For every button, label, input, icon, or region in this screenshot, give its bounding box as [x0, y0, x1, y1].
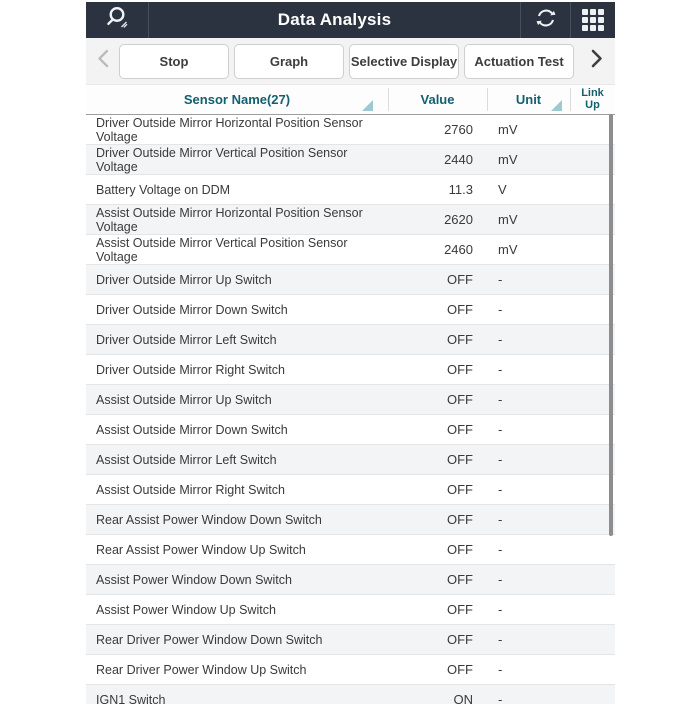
stop-button[interactable]: Stop [119, 44, 229, 79]
sensor-name-cell: Assist Outside Mirror Right Switch [96, 482, 285, 497]
diagnostic-app-window [86, 2, 615, 704]
sensor-name-cell: IGN1 Switch [96, 692, 166, 704]
unit-cell: - [498, 482, 503, 497]
unit-cell: - [498, 422, 503, 437]
unit-cell: - [498, 272, 503, 287]
prev-functions-button[interactable] [86, 49, 119, 73]
sensor-name-cell: Rear Driver Power Window Up Switch [96, 662, 307, 677]
unit-cell: mV [498, 152, 518, 167]
table-row[interactable] [86, 295, 615, 325]
unit-cell: mV [498, 212, 518, 227]
table-row[interactable] [86, 145, 615, 175]
table-row[interactable] [86, 625, 615, 655]
title-bar [86, 2, 615, 38]
unit-cell: - [498, 512, 503, 527]
vertical-scrollbar[interactable] [609, 114, 613, 536]
value-cell: OFF [447, 332, 473, 347]
sensor-name-cell: Assist Outside Mirror Horizontal Position Sensor Voltage [96, 205, 363, 234]
value-cell: OFF [447, 392, 473, 407]
unit-cell: - [498, 302, 503, 317]
value-cell: OFF [447, 632, 473, 647]
value-cell: 2440 [444, 152, 473, 167]
sensor-name-cell: Rear Assist Power Window Down Switch [96, 512, 322, 527]
table-row[interactable] [86, 565, 615, 595]
value-cell: OFF [447, 482, 473, 497]
sensor-name-cell: Driver Outside Mirror Left Switch [96, 332, 277, 347]
table-row[interactable] [86, 385, 615, 415]
table-row[interactable] [86, 235, 615, 265]
actuation-test-button[interactable]: Actuation Test [464, 44, 574, 79]
unit-cell: V [498, 182, 507, 197]
table-row[interactable] [86, 325, 615, 355]
unit-cell: - [498, 632, 503, 647]
table-row[interactable] [86, 595, 615, 625]
table-header [86, 85, 615, 115]
sort-triangle-icon [362, 100, 373, 111]
sensor-name-cell: Driver Outside Mirror Down Switch [96, 302, 288, 317]
value-cell: 2620 [444, 212, 473, 227]
refresh-icon [534, 6, 558, 35]
sensor-name-cell: Assist Outside Mirror Left Switch [96, 452, 277, 467]
value-cell: 2460 [444, 242, 473, 257]
value-cell: 11.3 [448, 182, 473, 197]
unit-cell: - [498, 662, 503, 677]
next-functions-button[interactable] [579, 49, 615, 73]
unit-cell: - [498, 332, 503, 347]
sensor-name-cell: Rear Driver Power Window Down Switch [96, 632, 323, 647]
refresh-button[interactable] [520, 2, 570, 38]
table-row[interactable] [86, 415, 615, 445]
value-cell: OFF [447, 362, 473, 377]
column-header-value[interactable]: Value [420, 92, 455, 107]
sensor-name-cell: Rear Assist Power Window Up Switch [96, 542, 306, 557]
sensor-name-cell: Battery Voltage on DDM [96, 182, 231, 197]
value-cell: OFF [447, 662, 473, 677]
value-cell: OFF [447, 542, 473, 557]
unit-cell: - [498, 602, 503, 617]
sensor-name-cell: Driver Outside Mirror Horizontal Position Sensor Voltage [96, 115, 363, 144]
column-divider [487, 88, 488, 111]
unit-cell: - [498, 362, 503, 377]
value-cell: OFF [447, 422, 473, 437]
sensor-name-cell: Assist Outside Mirror Down Switch [96, 422, 288, 437]
sort-triangle-icon [551, 100, 562, 111]
table-row[interactable] [86, 355, 615, 385]
function-toolbar [86, 38, 615, 85]
value-cell: OFF [447, 272, 473, 287]
sensor-name-cell: Driver Outside Mirror Up Switch [96, 272, 272, 287]
selective-display-button[interactable]: Selective Display [349, 44, 459, 79]
chevron-right-icon [591, 49, 603, 73]
app-grid-icon [582, 9, 604, 31]
column-divider [570, 88, 571, 111]
unit-cell: - [498, 572, 503, 587]
search-icon [103, 5, 131, 36]
value-cell: ON [453, 692, 473, 704]
unit-cell: mV [498, 242, 518, 257]
unit-cell: - [498, 452, 503, 467]
value-cell: OFF [447, 452, 473, 467]
table-row[interactable] [86, 475, 615, 505]
column-header-sensor-name[interactable]: Sensor Name(27) [183, 92, 291, 107]
table-row[interactable] [86, 535, 615, 565]
table-row[interactable] [86, 685, 615, 704]
table-row[interactable] [86, 445, 615, 475]
unit-cell: - [498, 692, 503, 704]
table-row[interactable] [86, 175, 615, 205]
chevron-left-icon [97, 49, 109, 73]
sensor-name-cell: Driver Outside Mirror Vertical Position Sensor Voltage [96, 145, 348, 174]
page-title: Data Analysis [277, 10, 392, 29]
search-button[interactable] [86, 2, 149, 38]
sensor-name-cell: Driver Outside Mirror Right Switch [96, 362, 285, 377]
unit-cell: - [498, 542, 503, 557]
table-row[interactable] [86, 505, 615, 535]
sensor-name-cell: Assist Power Window Up Switch [96, 602, 276, 617]
table-row[interactable] [86, 115, 615, 145]
sensor-name-cell: Assist Power Window Down Switch [96, 572, 292, 587]
sensor-name-cell: Assist Outside Mirror Up Switch [96, 392, 272, 407]
value-cell: OFF [447, 572, 473, 587]
column-header-link-up[interactable]: Link Up [581, 87, 604, 111]
value-cell: OFF [447, 302, 473, 317]
unit-cell: mV [498, 122, 518, 137]
column-header-unit[interactable]: Unit [515, 92, 542, 107]
apps-menu-button[interactable] [570, 2, 615, 38]
graph-button[interactable]: Graph [234, 44, 344, 79]
value-cell: OFF [447, 602, 473, 617]
table-body [86, 115, 615, 704]
value-cell: 2760 [444, 122, 473, 137]
table-row[interactable] [86, 205, 615, 235]
value-cell: OFF [447, 512, 473, 527]
table-row[interactable] [86, 265, 615, 295]
table-row[interactable] [86, 655, 615, 685]
column-divider [388, 88, 389, 111]
unit-cell: - [498, 392, 503, 407]
sensor-name-cell: Assist Outside Mirror Vertical Position Sensor Voltage [96, 235, 348, 264]
